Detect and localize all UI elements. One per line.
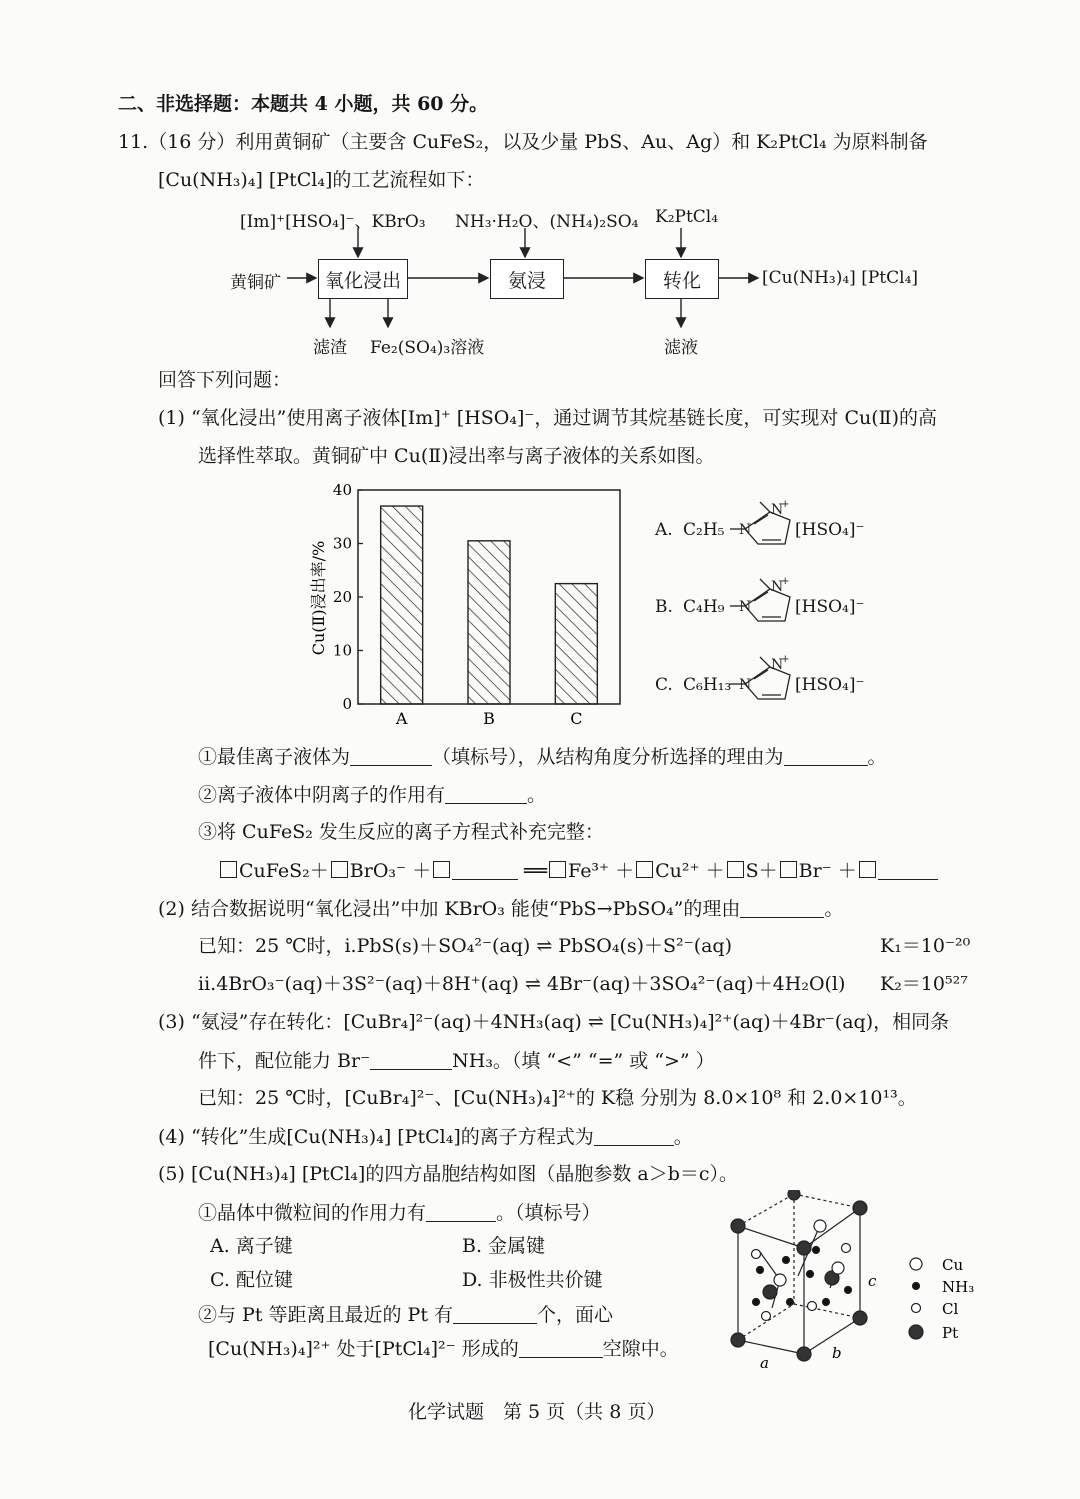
coef-box-4[interactable] xyxy=(549,861,566,878)
eq-term-1: CuFeS₂＋ xyxy=(239,860,329,882)
part5-sub1 xyxy=(198,1203,601,1223)
il-b-label: B. xyxy=(655,597,673,617)
coef-box-5[interactable] xyxy=(636,861,653,878)
question-stem-2: [Cu(NH₃)₄] [PtCl₄]的工艺流程如下： xyxy=(158,169,485,191)
part5-sub2-text-c: [Cu(NH₃)₄]²⁺ 处于[PtCl₄]²⁻ 形成的 xyxy=(208,1338,519,1360)
part2-k2: K₂＝10⁵²⁷ xyxy=(880,973,968,995)
axis-label-c: c xyxy=(868,1272,877,1290)
x-tick-label: A xyxy=(395,709,408,728)
part1-sub1-text-a: ①最佳离子液体为 xyxy=(198,746,351,768)
option-b: B. 金属键 xyxy=(462,1235,546,1257)
answer-blank-9[interactable] xyxy=(519,1339,603,1358)
coef-box-7[interactable] xyxy=(780,861,797,878)
part2-known-1: 已知：25 ℃时，i.PbS(s)＋SO₄²⁻(aq) ⇌ PbSO₄(s)＋S²⁻(aq) xyxy=(198,935,733,957)
part5-sub2 xyxy=(198,1305,613,1325)
legend-pt: Pt xyxy=(942,1324,959,1342)
svg-text:+: + xyxy=(781,576,790,587)
bar-c xyxy=(555,584,597,704)
part5-sub2-text-b: 个，面心 xyxy=(537,1304,614,1326)
answer-prompt: 回答下列问题： xyxy=(158,369,292,391)
svg-text:N: N xyxy=(739,522,752,538)
flow-step-conversion: 转化 xyxy=(645,259,719,299)
bar-a xyxy=(381,506,423,704)
part4-text-a: (4) “转化”生成[Cu(NH₃)₄] [PtCl₄]的离子方程式为 xyxy=(158,1126,594,1148)
leach-rate-bar-chart xyxy=(300,478,640,728)
y-tick-label: 30 xyxy=(332,534,352,553)
part5-sub2-text-d: 空隙中。 xyxy=(602,1338,679,1360)
il-a-anion: [HSO₄]⁻ xyxy=(795,520,865,540)
part2-question xyxy=(158,899,843,919)
legend-nh3-icon xyxy=(913,1283,920,1290)
part2-known-2: ii.4BrO₃⁻(aq)＋3S²⁻(aq)＋8H⁺(aq) ⇌ 4Br⁻(aq)＋3SO₄²⁻(aq)＋4H₂O(l) xyxy=(198,973,846,995)
part3-line1: (3) “氨浸”存在转化：[CuBr₄]²⁻(aq)＋4NH₃(aq) ⇌ [Cu(NH₃)₄]²⁺(aq)＋4Br⁻(aq)，相同条 xyxy=(158,1011,950,1033)
part1-sub1 xyxy=(198,747,887,767)
part3-text-b: NH₃。（填 “<” “=” 或 “>” ） xyxy=(452,1050,715,1072)
part2-text-b: 。 xyxy=(824,898,844,920)
svg-text:+: + xyxy=(781,499,790,510)
flow-output-residue: 滤渣 xyxy=(313,338,347,358)
option-d: D. 非极性共价键 xyxy=(462,1269,603,1291)
chart-ylabel: Cu(Ⅱ)浸出率/% xyxy=(309,540,328,656)
y-tick-label: 0 xyxy=(342,695,352,713)
answer-blank-6[interactable] xyxy=(594,1127,674,1146)
svg-text:+: + xyxy=(781,654,790,665)
legend-cl-icon xyxy=(912,1304,921,1313)
flow-reagent-1: [Im]⁺[HSO₄]⁻、KBrO₃ xyxy=(240,212,426,232)
part3-text-a: 件下，配位能力 Br⁻ xyxy=(198,1050,371,1072)
part1-line2: 选择性萃取。黄铜矿中 Cu(Ⅱ)浸出率与离子液体的关系如图。 xyxy=(198,445,715,467)
part1-sub1-text-c: 。 xyxy=(867,746,887,768)
coef-box-8[interactable] xyxy=(859,861,876,878)
part1-sub2-text-b: 。 xyxy=(527,784,547,806)
x-tick-label: C xyxy=(570,709,583,728)
svg-text:N: N xyxy=(771,657,784,673)
il-a-chain: C₂H₅ xyxy=(683,520,725,540)
il-c-label: C. xyxy=(655,675,673,695)
option-a: A. 离子键 xyxy=(210,1235,293,1257)
coef-box-6[interactable] xyxy=(727,861,744,878)
flow-reagent-2: NH₃·H₂O、(NH₄)₂SO₄ xyxy=(455,212,639,232)
part5-line1: (5) [Cu(NH₃)₄] [PtCl₄]的四方晶胞结构如图（晶胞参数 a＞b＝c）。 xyxy=(158,1163,738,1185)
part1-sub2-text-a: ②离子液体中阴离子的作用有 xyxy=(198,784,446,806)
eq-term-3: Fe³⁺ ＋ xyxy=(568,860,635,882)
il-b-chain: C₄H₉ xyxy=(683,597,725,617)
legend-nh3: NH₃ xyxy=(942,1278,975,1296)
part5-sub2-line2 xyxy=(208,1339,679,1359)
part1-sub2 xyxy=(198,785,546,805)
ionic-equation xyxy=(218,861,938,881)
il-b-anion: [HSO₄]⁻ xyxy=(795,597,865,617)
part1-sub3: ③将 CuFeS₂ 发生反应的离子方程式补充完整： xyxy=(198,821,604,843)
eq-term-5: S＋ xyxy=(745,860,778,882)
part2-k1: K₁＝10⁻²⁰ xyxy=(880,935,971,957)
svg-text:N: N xyxy=(739,677,752,693)
part2-text-a: (2) 结合数据说明“氧化浸出”中加 KBrO₃ 能使“PbS→PbSO₄”的理由 xyxy=(158,898,741,920)
y-tick-label: 20 xyxy=(332,588,352,606)
coef-box-2[interactable] xyxy=(331,861,348,878)
flow-step-ammonia-leach: 氨浸 xyxy=(490,259,564,299)
flow-step-oxidative-leach: 氧化浸出 xyxy=(318,259,408,299)
part4-text-b: 。 xyxy=(673,1126,693,1148)
part1-line1: (1) “氧化浸出”使用离子液体[Im]⁺ [HSO₄]⁻，通过调节其烷基链长度，可实现对 Cu(Ⅱ)的高 xyxy=(158,407,937,429)
part3-line2 xyxy=(198,1051,715,1071)
eq-blank-reactant[interactable] xyxy=(452,861,518,880)
bar-b xyxy=(468,541,510,704)
il-a-label: A. xyxy=(655,520,673,540)
answer-blank-3[interactable] xyxy=(445,785,527,804)
flow-reagent-3: K₂PtCl₄ xyxy=(655,207,719,227)
answer-blank-7[interactable] xyxy=(426,1203,496,1222)
answer-blank-4[interactable] xyxy=(740,899,824,918)
crystal-cell-diagram xyxy=(720,1190,980,1380)
part4-question xyxy=(158,1127,693,1147)
part1-sub1-text-b: （填标号），从结构角度分析选择的理由为 xyxy=(432,746,784,768)
svg-text:N: N xyxy=(771,579,784,595)
answer-blank-5[interactable] xyxy=(370,1051,452,1070)
answer-blank-1[interactable] xyxy=(350,747,432,766)
coef-box-1[interactable] xyxy=(220,861,237,878)
legend-cl: Cl xyxy=(942,1300,959,1318)
eq-term-4: Cu²⁺ ＋ xyxy=(655,860,725,882)
part3-known: 已知：25 ℃时，[CuBr₄]²⁻、[Cu(NH₃)₄]²⁺的 K稳 分别为 8.0×10⁸ 和 2.0×10¹³。 xyxy=(198,1087,917,1109)
flow-start: 黄铜矿 xyxy=(230,273,281,293)
legend-cu: Cu xyxy=(942,1256,964,1274)
question-stem: 11.（16 分）利用黄铜矿（主要含 CuFeS₂，以及少量 PbS、Au、Ag）和 K₂PtCl₄ 为原料制备 xyxy=(118,131,928,153)
svg-text:N: N xyxy=(739,599,752,615)
part5-sub1-text-a: ①晶体中微粒间的作用力有 xyxy=(198,1202,427,1224)
section-title: 二、非选择题：本题共 4 小题，共 60 分。 xyxy=(118,93,489,115)
axis-label-a: a xyxy=(760,1354,769,1372)
eq-term-2: BrO₃⁻ ＋ xyxy=(349,860,432,882)
part5-sub2-text-a: ②与 Pt 等距离且最近的 Pt 有 xyxy=(198,1304,453,1326)
eq-blank-product[interactable] xyxy=(878,861,938,880)
eq-arrow: ══ xyxy=(524,860,548,882)
part5-sub1-text-b: 。（填标号） xyxy=(496,1202,601,1224)
il-c-chain: C₆H₁₃ xyxy=(683,675,732,695)
svg-text:N: N xyxy=(771,502,784,518)
flow-product: [Cu(NH₃)₄] [PtCl₄] xyxy=(762,268,919,288)
il-c-anion: [HSO₄]⁻ xyxy=(795,675,865,695)
answer-blank-2[interactable] xyxy=(784,747,868,766)
coef-box-3[interactable] xyxy=(433,861,450,878)
axis-label-b: b xyxy=(832,1344,842,1362)
answer-blank-8[interactable] xyxy=(453,1305,537,1324)
flow-output-solution: Fe₂(SO₄)₃溶液 xyxy=(370,338,485,358)
eq-term-6: Br⁻ ＋ xyxy=(798,860,857,882)
x-tick-label: B xyxy=(483,709,495,728)
legend-cu-icon xyxy=(910,1258,922,1270)
y-tick-label: 10 xyxy=(332,641,352,660)
legend-pt-icon xyxy=(909,1325,923,1339)
page-footer: 化学试题 第 5 页（共 8 页） xyxy=(408,1401,666,1423)
flow-output-filtrate: 滤液 xyxy=(664,338,698,358)
y-tick-label: 40 xyxy=(332,481,352,499)
option-c: C. 配位键 xyxy=(210,1269,293,1291)
